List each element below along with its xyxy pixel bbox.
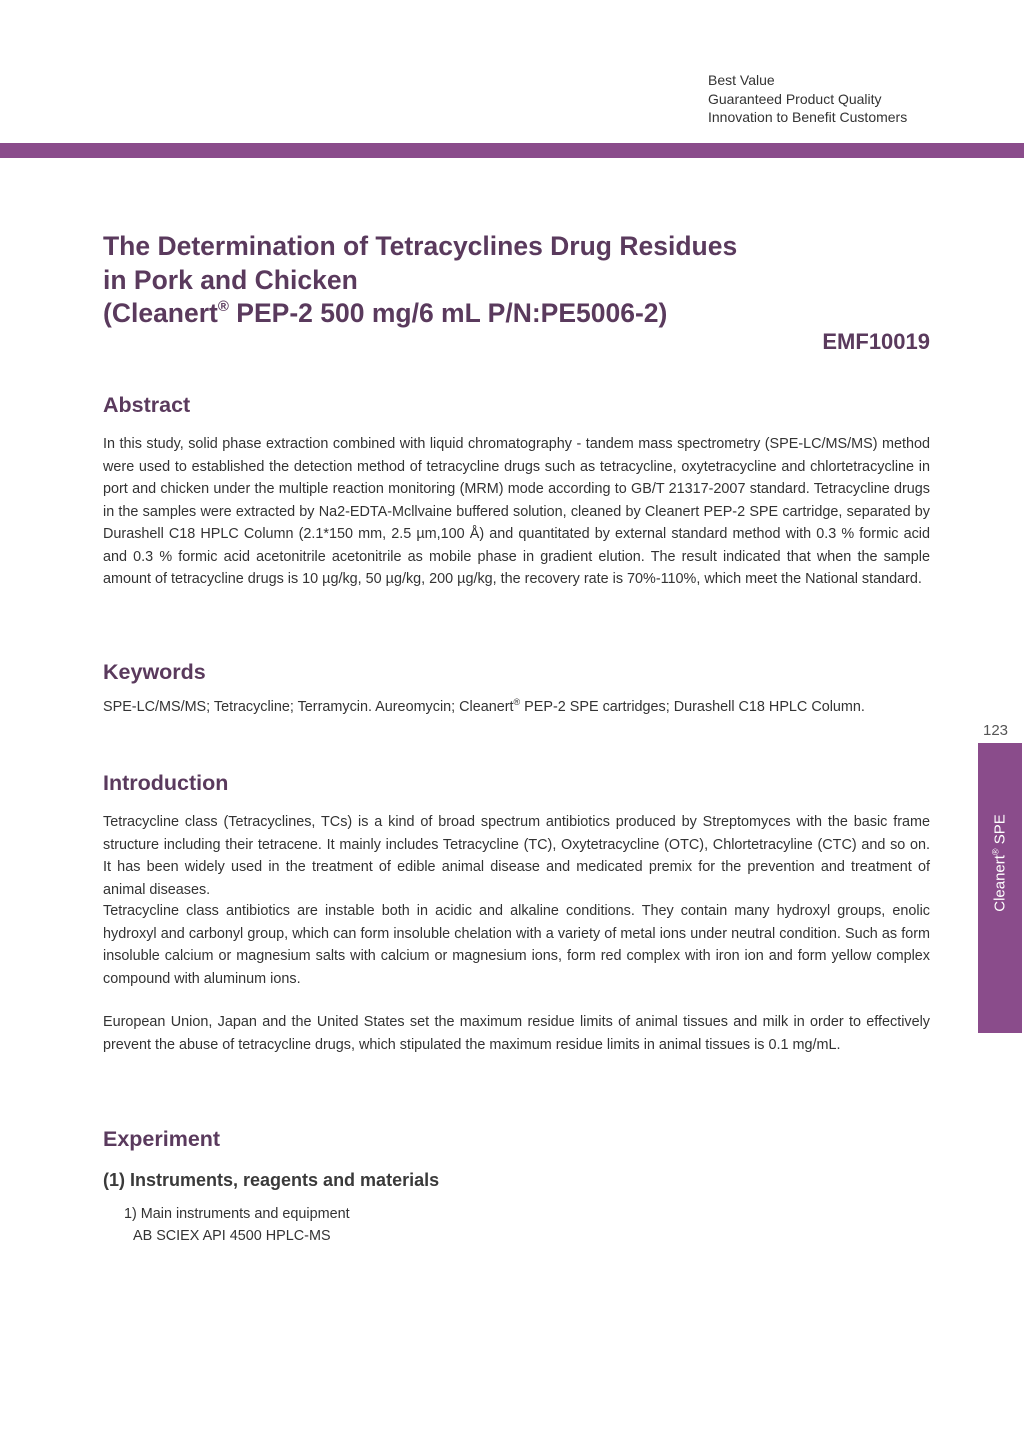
header-tagline	[708, 71, 907, 127]
keywords-text	[103, 699, 865, 715]
header-divider-bar	[0, 143, 1024, 158]
introduction-paragraph: Tetracycline class (Tetracyclines, TCs) is a kind of broad spectrum antibiotics produced by Streptomyces with the basic frame structure including their tetracene. It mainly includes Tetracycline (TC), Oxytetracycline (OTC), Chlortetracyline (CTC) and so on. It has been widely used in the treatment of edible animal disease and medicated premix for the prevention and treatment of animal diseases.	[103, 814, 930, 898]
keywords-part: SPE-LC/MS/MS; Tetracycline; Terramycin. Aureomycin; Cleanert	[103, 699, 514, 715]
item-detail: AB SCIEX API 4500 HPLC-MS	[133, 1228, 331, 1244]
title-line	[103, 297, 803, 331]
tagline-line: Guaranteed Product Quality	[708, 90, 882, 107]
registered-mark: ®	[513, 697, 521, 707]
title-text: PEP-2 500 mg/6 mL P/N:PE5006-2)	[228, 298, 668, 328]
section-side-tab	[978, 743, 1022, 1033]
side-label-text: SPE	[991, 814, 1009, 849]
document-title	[103, 230, 803, 331]
tagline-line: Innovation to Benefit Customers	[708, 109, 908, 125]
introduction-heading: Introduction	[103, 771, 229, 795]
introduction-paragraph: Tetracycline class antibiotics are instable both in acidic and alkaline conditions. They contain many hydroxyl groups, enolic hydroxyl and carbonyl group, which can form insoluble chelation with a variety of metal ions under neutral condition. Such as form insoluble calcium or magnesium salts with calcium or magnesium ions, form red complex with iron ion and form yellow complex compound with aluminum ions.	[103, 903, 930, 987]
page-number: 123	[983, 722, 1009, 739]
keywords-part: PEP-2 SPE cartridges; Durashell C18 HPLC Column.	[520, 699, 865, 715]
tagline-line: Best Value	[708, 72, 775, 88]
abstract-text: In this study, solid phase extraction combined with liquid chromatography - tandem mass spectrometry (SPE-LC/MS/MS) method were used to established the detection method of tetracycline drugs such as tetracycline, oxytetracycline and chlortetracycline in port and chicken under the multiple reaction monitoring (MRM) mode according to GB/T 21317-2007 standard. Tetracycline drugs in the samples were extracted by Na2-EDTA-Mcllvaine buffered solution, cleaned by Cleanert PEP-2 SPE cartridge, separated by Durashell C18 HPLC Column (2.1*150 mm, 2.5 µm,100 Å) and quantitated by external standard method with 0.3 % formic acid and 0.3 % formic acid acetonitrile acetonitrile as mobile phase in gradient elution. The result indicated that when the sample amount of tetracycline drugs is 10 µg/kg, 50 µg/kg, 200 µg/kg, the recovery rate is 70%-110%, which meet the National standard.	[103, 436, 930, 587]
side-tab-label	[992, 814, 1009, 912]
side-label-text: Cleanert	[991, 855, 1009, 912]
abstract-heading: Abstract	[103, 393, 191, 417]
title-line: The Determination of Tetracyclines Drug Residues	[103, 231, 738, 261]
registered-mark: ®	[217, 298, 229, 315]
introduction-paragraph: European Union, Japan and the United States set the maximum residue limits of animal tissues and milk in order to effectively prevent the abuse of tetracycline drugs, which stipulated the maximum residue limits in animal tissues is 0.1 mg/mL.	[103, 1014, 930, 1053]
experiment-subheading: (1) Instruments, reagents and materials	[103, 1170, 440, 1190]
registered-mark: ®	[990, 848, 1001, 856]
title-line: in Pork and Chicken	[103, 264, 358, 295]
title-text: (Cleanert	[103, 298, 218, 328]
item-title: 1) Main instruments and equipment	[124, 1206, 350, 1222]
experiment-heading: Experiment	[103, 1127, 221, 1151]
experiment-item	[124, 1203, 350, 1247]
document-code: EMF10019	[822, 329, 930, 354]
keywords-heading: Keywords	[103, 660, 206, 684]
